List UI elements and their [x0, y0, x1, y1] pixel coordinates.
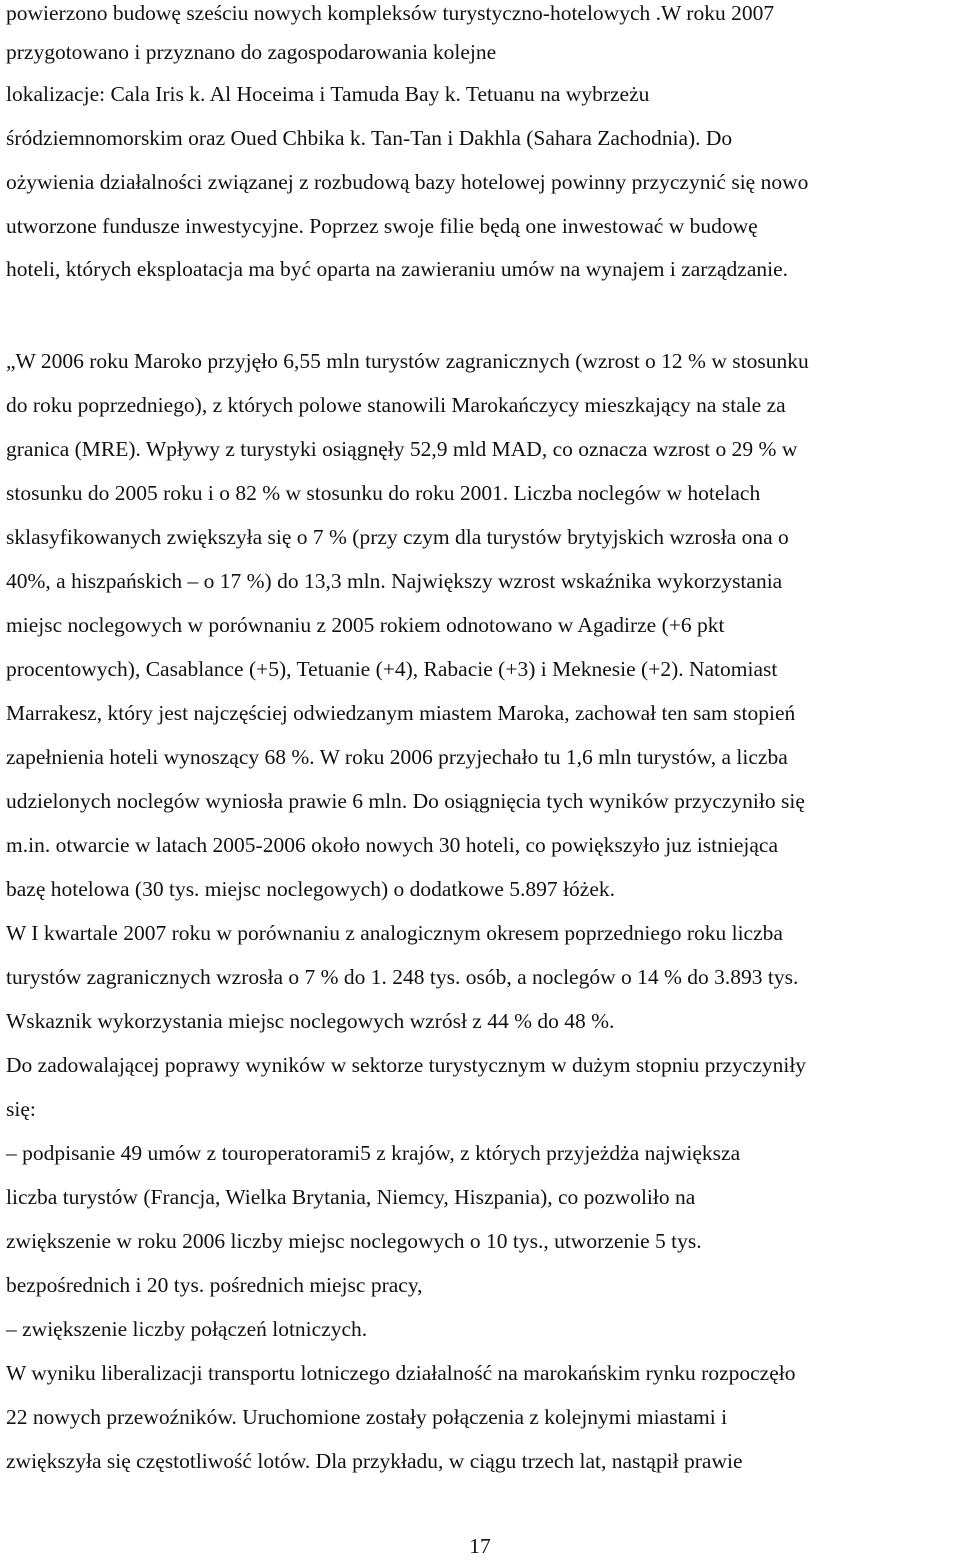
text-line: ożywienia działalności związanej z rozbudową bazy hotelowej powinny przyczynić się nowo — [6, 170, 809, 194]
text-line: Marrakesz, który jest najczęściej odwiedzanym miastem Maroka, zachował ten sam stopień — [6, 701, 796, 725]
text-line: – zwiększenie liczby połączeń lotniczych. — [6, 1317, 368, 1341]
text-line: stosunku do 2005 roku i o 82 % w stosunku do roku 2001. Liczba noclegów w hotelach — [6, 481, 761, 505]
text-line: się: — [6, 1097, 36, 1121]
text-line: zwiększyła się częstotliwość lotów. Dla przykładu, w ciągu trzech lat, nastąpił prawie — [6, 1449, 743, 1473]
text-line: zwiększenie w roku 2006 liczby miejsc noclegowych o 10 tys., utworzenie 5 tys. — [6, 1229, 702, 1253]
page-number: 17 — [469, 1534, 491, 1558]
text-line: bazę hotelowa (30 tys. miejsc noclegowych) o dodatkowe 5.897 łóżek. — [6, 877, 615, 901]
text-line: m.in. otwarcie w latach 2005-2006 około nowych 30 hoteli, co powiększyło juz istniejąca — [6, 833, 779, 857]
text-line: lokalizacje: Cala Iris k. Al Hoceima i Tamuda Bay k. Tetuanu na wybrzeżu — [6, 82, 650, 106]
text-line: turystów zagranicznych wzrosła o 7 % do 1. 248 tys. osób, a noclegów o 14 % do 3.893 tys. — [6, 965, 799, 989]
text-line: 22 nowych przewoźników. Uruchomione zostały połączenia z kolejnymi miastami i — [6, 1405, 728, 1429]
text-line: przygotowano i przyznano do zagospodarowania kolejne — [6, 40, 497, 64]
text-line: „W 2006 roku Maroko przyjęło 6,55 mln turystów zagranicznych (wzrost o 12 % w stosunku — [6, 349, 809, 373]
text-line: liczba turystów (Francja, Wielka Brytania, Niemcy, Hiszpania), co pozwoliło na — [6, 1185, 696, 1209]
text-line: sklasyfikowanych zwiększyła się o 7 % (przy czym dla turystów brytyjskich wzrosła ona o — [6, 525, 789, 549]
text-line: W wyniku liberalizacji transportu lotniczego działalność na marokańskim rynku rozpoczęło — [6, 1361, 796, 1385]
text-line: hoteli, których eksploatacja ma być oparta na zawieraniu umów na wynajem i zarządzanie. — [6, 257, 789, 281]
text-line: do roku poprzedniego), z których polowe stanowili Marokańczycy mieszkający na stale za — [6, 393, 786, 417]
text-line: Wskaznik wykorzystania miejsc noclegowych wzrósł z 44 % do 48 %. — [6, 1009, 615, 1033]
text-line: 40%, a hiszpańskich – o 17 %) do 13,3 mln. Największy wzrost wskaźnika wykorzystania — [6, 569, 783, 593]
text-line: udzielonych noclegów wyniosła prawie 6 mln. Do osiągnięcia tych wyników przyczyniło się — [6, 789, 805, 813]
text-line: zapełnienia hoteli wynoszący 68 %. W roku 2006 przyjechało tu 1,6 mln turystów, a liczba — [6, 745, 788, 769]
text-line: procentowych), Casablance (+5), Tetuanie (+4), Rabacie (+3) i Meknesie (+2). Natomiast — [6, 657, 778, 681]
text-line: bezpośrednich i 20 tys. pośrednich miejsc pracy, — [6, 1273, 423, 1297]
text-line: granica (MRE). Wpływy z turystyki osiągnęły 52,9 mld MAD, co oznacza wzrost o 29 % w — [6, 437, 798, 461]
text-line: utworzone fundusze inwestycyjne. Poprzez swoje filie będą one inwestować w budowę — [6, 214, 758, 238]
text-line: – podpisanie 49 umów z touroperatorami5 z krajów, z których przyjeżdża największa — [6, 1141, 741, 1165]
text-line: śródziemnomorskim oraz Oued Chbika k. Tan-Tan i Dakhla (Sahara Zachodnia). Do — [6, 126, 733, 150]
text-line: Do zadowalającej poprawy wyników w sektorze turystycznym w dużym stopniu przyczyniły — [6, 1053, 807, 1077]
text-line: miejsc noclegowych w porównaniu z 2005 rokiem odnotowano w Agadirze (+6 pkt — [6, 613, 725, 637]
text-line: powierzono budowę sześciu nowych kompleksów turystyczno-hotelowych .W roku 2007 — [6, 1, 775, 25]
text-line: W I kwartale 2007 roku w porównaniu z analogicznym okresem poprzedniego roku liczba — [6, 921, 783, 945]
